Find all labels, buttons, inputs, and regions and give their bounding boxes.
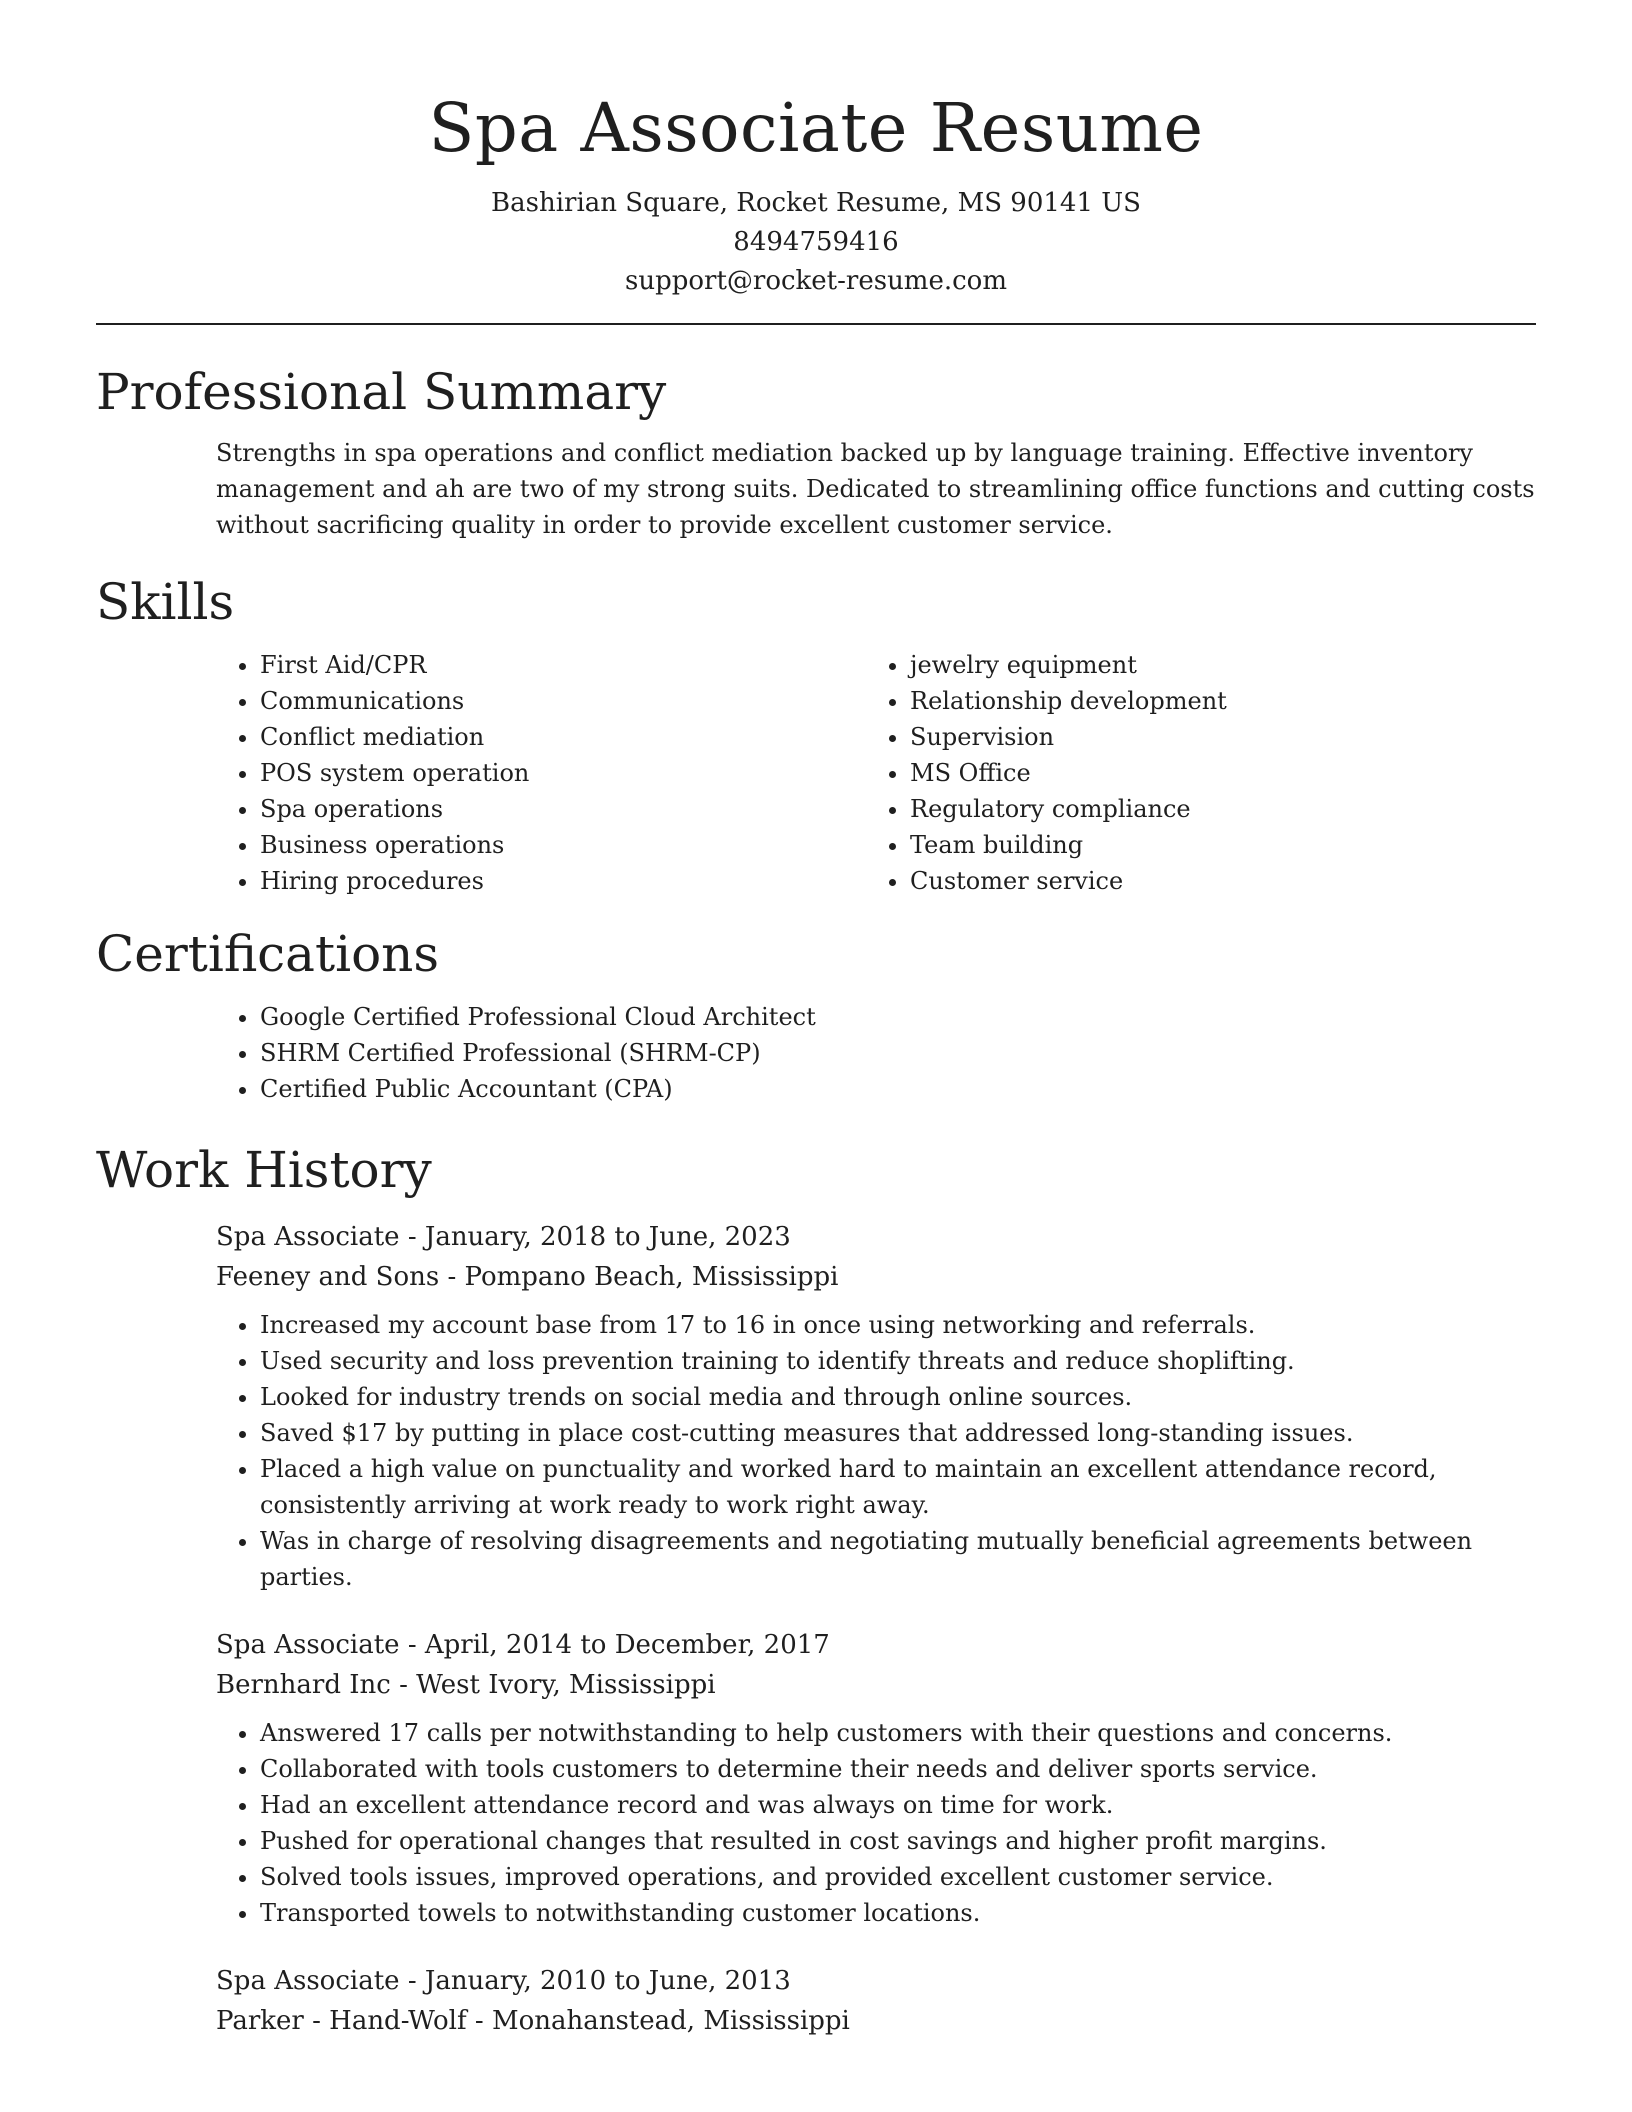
- contact-phone: 8494759416: [733, 227, 899, 257]
- job-company: Parker - Hand-Wolf: [216, 2006, 467, 2036]
- job-entry: [216, 1625, 1536, 1931]
- job-bullet: • Collaborated with tools customers to determine their needs and deliver sports service.: [260, 1751, 1536, 1787]
- skill-item: • Hiring procedures: [260, 863, 866, 899]
- skills-section: [96, 565, 1536, 899]
- certification-item: • Certified Public Accountant (CPA): [260, 1071, 1536, 1107]
- skill-item: • First Aid/CPR: [260, 647, 866, 683]
- job-company: Feeney and Sons: [216, 1262, 440, 1292]
- skill-item: • POS system operation: [260, 755, 866, 791]
- skills-column-left: [216, 647, 866, 899]
- resume-title: Spa Associate Resume: [428, 89, 1204, 167]
- job-entry: [216, 1217, 1536, 1595]
- job-bullet: • Transported towels to notwithstanding customer locations.: [260, 1895, 1536, 1931]
- skills-heading: Skills: [96, 573, 235, 631]
- job-bullet: • Solved tools issues, improved operations, and provided excellent customer service.: [260, 1859, 1536, 1895]
- job-dates: January, 2010 to June, 2013: [424, 1966, 791, 1996]
- work-history-heading: Work History: [96, 1141, 432, 1199]
- summary-text: Strengths in spa operations and conflict mediation backed up by language training. Effective inventory management and ah are two of my strong suits. Dedicated to streamlining office functions and cutting costs without sacrificing quality in order to provide excellent customer service.: [216, 439, 1535, 539]
- skill-item: • Team building: [910, 827, 1516, 863]
- work-history-section: [96, 1133, 1536, 2041]
- resume-header: [0, 0, 1632, 301]
- certifications-section: [96, 917, 1536, 1107]
- header-divider: [96, 323, 1536, 325]
- skill-item: • Conflict mediation: [260, 719, 866, 755]
- job-bullet: • Was in charge of resolving disagreements and negotiating mutually beneficial agreements between parties.: [260, 1523, 1536, 1595]
- job-bullet: • Had an excellent attendance record and was always on time for work.: [260, 1787, 1536, 1823]
- certification-item: • SHRM Certified Professional (SHRM-CP): [260, 1035, 1536, 1071]
- skill-item: • Regulatory compliance: [910, 791, 1516, 827]
- skill-item: • Business operations: [260, 827, 866, 863]
- job-role: Spa Associate: [216, 1630, 400, 1660]
- job-bullet: • Answered 17 calls per notwithstanding to help customers with their questions and concerns.: [260, 1715, 1536, 1751]
- job-role: Spa Associate: [216, 1966, 400, 1996]
- job-title-line: Spa Associate - January, 2010 to June, 2013: [216, 1966, 791, 1996]
- job-bullet: • Placed a high value on punctuality and worked hard to maintain an excellent attendance record, consistently arriving at work ready to work right away.: [260, 1451, 1536, 1523]
- skill-item: • MS Office: [910, 755, 1516, 791]
- job-dates: April, 2014 to December, 2017: [424, 1630, 830, 1660]
- skills-column-right: [866, 647, 1516, 899]
- job-company-line: Parker - Hand-Wolf - Monahanstead, Mississippi: [216, 2006, 850, 2036]
- skill-item: • Spa operations: [260, 791, 866, 827]
- skill-item: • Relationship development: [910, 683, 1516, 719]
- skills-columns: [216, 647, 1536, 899]
- certification-item: • Google Certified Professional Cloud Architect: [260, 999, 1536, 1035]
- job-bullet: • Saved $17 by putting in place cost-cutting measures that addressed long-standing issues.: [260, 1415, 1536, 1451]
- skill-item: • jewelry equipment: [910, 647, 1516, 683]
- job-company-line: Feeney and Sons - Pompano Beach, Mississippi: [216, 1262, 839, 1292]
- job-location: West Ivory, Mississippi: [416, 1670, 716, 1700]
- job-location: Monahanstead, Mississippi: [491, 2006, 850, 2036]
- skill-item: • Supervision: [910, 719, 1516, 755]
- certifications-heading: Certifications: [96, 925, 440, 983]
- job-bullet: • Pushed for operational changes that resulted in cost savings and higher profit margins.: [260, 1823, 1536, 1859]
- job-role: Spa Associate: [216, 1222, 400, 1252]
- job-dates: January, 2018 to June, 2023: [424, 1222, 791, 1252]
- job-bullet: • Used security and loss prevention training to identify threats and reduce shoplifting.: [260, 1343, 1536, 1379]
- job-company-line: Bernhard Inc - West Ivory, Mississippi: [216, 1670, 716, 1700]
- job-bullet: • Increased my account base from 17 to 16 in once using networking and referrals.: [260, 1307, 1536, 1343]
- skill-item: • Communications: [260, 683, 866, 719]
- contact-address: Bashirian Square, Rocket Resume, MS 90141 US: [491, 188, 1141, 218]
- job-company: Bernhard Inc: [216, 1670, 391, 1700]
- job-location: Pompano Beach, Mississippi: [464, 1262, 839, 1292]
- contact-email: support@rocket-resume.com: [624, 266, 1007, 296]
- skill-item: • Customer service: [910, 863, 1516, 899]
- certifications-list-wrap: [216, 999, 1536, 1107]
- job-title-line: Spa Associate - April, 2014 to December, 2017: [216, 1630, 830, 1660]
- summary-heading: Professional Summary: [96, 363, 667, 421]
- job-entry: [216, 1961, 1536, 2041]
- job-title-line: Spa Associate - January, 2018 to June, 2023: [216, 1222, 791, 1252]
- summary-section: [96, 355, 1536, 543]
- job-bullet: • Looked for industry trends on social media and through online sources.: [260, 1379, 1536, 1415]
